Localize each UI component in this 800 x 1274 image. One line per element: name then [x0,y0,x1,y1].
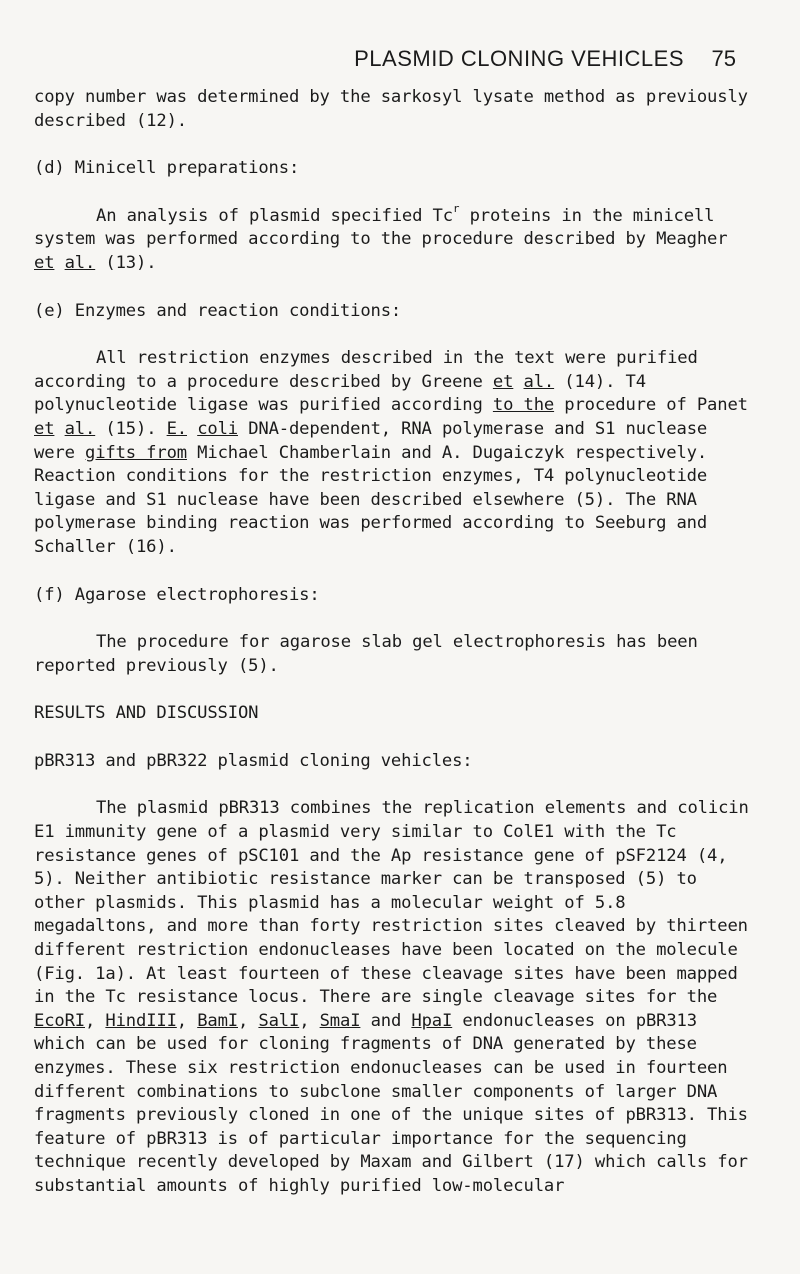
enzyme-name: BamI [197,1010,238,1031]
paragraph-enzymes [34,347,754,559]
body-text [34,86,754,1223]
page-header [0,38,800,78]
enzyme-name: EcoRI [34,1010,85,1031]
italic-al: al. [523,371,555,392]
paragraph-minicell [34,201,754,276]
italic-al: al. [64,252,96,273]
text-run: , [176,1010,198,1031]
text-run: DNA-dependent, RNA polymerase and S1 nuclease were [34,418,708,463]
species-genus: E. [166,418,187,439]
italic-et: et [492,371,514,392]
text-run: , [85,1010,106,1031]
text-run: (14). T4 polynucleotide ligase was purified according [34,371,646,416]
enzyme-name: SmaI [319,1010,361,1031]
italic-et: et [34,252,55,273]
text-run: An analysis of plasmid specified Tc [96,205,453,226]
enzyme-name: HindIII [105,1010,177,1031]
text-run: procedure of Panet [554,395,748,416]
running-title: PLASMID CLONING VEHICLES [354,46,684,71]
superscript-r: r [452,201,460,215]
italic-et: et [34,418,55,439]
paragraph-agarose: The procedure for agarose slab gel electrophoresis has been reported previously (5). [34,632,698,676]
text-run: (13). [95,252,157,273]
section-heading-agarose: (f) Agarose electrophoresis: [34,584,320,605]
text-run: endonucleases on pBR313 which can be used for cloning fragments of DNA generated by these enzymes. These six restriction endonucleases can be used in fourteen different combinations to subclone smaller components of larger DNA fragments previously cloned in one of the unique sites of pBR313. This feature of pBR313 is of particular importance for the sequencing technique recently developed by Maxam and Gilbert (17) which calls for substantial amounts of highly purified low-molecular [34,1010,748,1196]
section-heading-enzymes: (e) Enzymes and reaction conditions: [34,300,402,321]
paragraph-copy-number: copy number was determined by the sarkosyl lysate method as previously described (12). [34,87,748,131]
enzyme-name: HpaI [411,1010,453,1031]
page-number: 75 [711,46,736,71]
underlined-text: gifts from [85,442,187,463]
species-name: coli [197,418,238,439]
results-heading: RESULTS AND DISCUSSION [34,703,259,724]
subsection-heading-vehicles: pBR313 and pBR322 plasmid cloning vehicles: [34,750,473,771]
italic-al: al. [64,418,96,439]
enzyme-name: SalI [258,1010,300,1031]
paragraph-pbr313 [34,797,754,1198]
section-heading-minicell: (d) Minicell preparations: [34,158,300,179]
text-run: proteins in the minicell system was performed according to the procedure described by Meagher [34,205,728,250]
text-run: (15). [95,418,167,439]
text-run: All restriction enzymes described in the text were purified according to a procedure described by Greene [34,348,698,392]
text-run: , [238,1010,259,1031]
text-run: and [360,1010,412,1031]
text-run: Michael Chamberlain and A. Dugaiczyk respectively. Reaction conditions for the restriction enzymes, T4 polynucleotide ligase and S1 nuclease have been described elsewhere (5). The RNA polymerase binding reaction was performed according to Seeburg and Schaller (16). [34,442,708,557]
text-run: , [299,1010,320,1031]
text-run: The plasmid pBR313 combines the replication elements and colicin E1 immunity gene of a plasmid very similar to ColE1 with the Tc resistance genes of pSC101 and the Ap resistance gene of pSF2124 (4, 5). Neither antibiotic resistance marker can be transposed (5) to other plasmids. This plasmid has a molecular weight of 5.8 megadaltons, and more than forty restriction sites cleaved by thirteen different restriction endonucleases have been located on the molecule (Fig. 1a). At least fourteen of these cleavage sites have been mapped in the Tc resistance locus. There are single cleavage sites for the [34,798,749,1008]
underlined-text: to the [492,395,555,416]
